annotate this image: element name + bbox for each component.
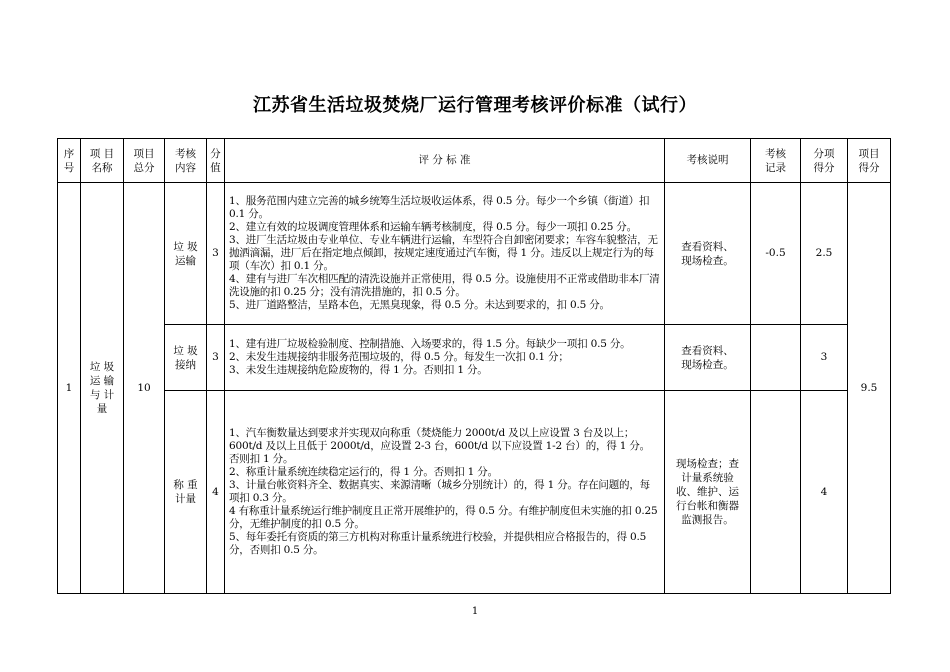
header-item-score: 项目 得分 [848, 139, 891, 183]
row-note: 现场检查；查 计量系统验 收、维护、运 行台帐和衡器 监测报告。 [665, 391, 751, 594]
evaluation-table [57, 138, 891, 594]
row-criteria: 1、服务范围内建立完善的城乡统筹生活垃圾收运体系，得 0.5 分。每少一个乡镇（街道）扣 0.1 分。 2、建立有效的垃圾调度管理体系和运输车辆考核制度，得 0.5 分。每少一项扣 0.25 分。 3、进厂生活垃圾由专业单位、专业车辆进行运输，车型符合自卸密闭要求；车容车貌整洁，无抛洒滴漏，进厂后在指定地点倾卸，按规定速度通过汽车衡，得 1 分。违反以上规定行为的每项（车次）扣 0.1 分。 4、建有与进厂车次相匹配的清洗设施并正常使用，得 0.5 分。设施使用不正常或借助非本厂清洗设施的扣 0.25 分；没有清洗措施的，扣 0.5 分。 5、进厂道路整洁，呈路本色，无黑臭现象，得 0.5 分。未达到要求的，扣 0.5 分。 [225, 183, 665, 325]
row-criteria: 1、建有进厂垃圾检验制度、控制措施、入场要求的，得 1.5 分。每缺少一项扣 0.5 分。 2、未发生违规接纳非服务范围垃圾的，得 0.5 分。每发生一次扣 0.1 分； 3、未发生违规接纳危险废物的，得 1 分。否则扣 1 分。 [225, 325, 665, 391]
table-row [58, 183, 891, 325]
group-name: 垃 圾 运 输 与 计 量 [81, 183, 124, 594]
table-row [58, 391, 891, 594]
row-sub-score: 3 [801, 325, 848, 391]
header-note: 考核说明 [665, 139, 751, 183]
header-content: 考核 内容 [165, 139, 207, 183]
header-item-total: 项目 总分 [124, 139, 165, 183]
row-content: 垃 圾 运输 [165, 183, 207, 325]
header-score-value: 分 值 [207, 139, 225, 183]
row-sub-score: 2.5 [801, 183, 848, 325]
header-criteria: 评 分 标 准 [225, 139, 665, 183]
header-item-name: 项 目 名称 [81, 139, 124, 183]
row-note: 查看资料、 现场检查。 [665, 183, 751, 325]
row-value: 3 [207, 183, 225, 325]
header-sub-score: 分项 得分 [801, 139, 848, 183]
row-value: 4 [207, 391, 225, 594]
row-record [751, 325, 801, 391]
row-sub-score: 4 [801, 391, 848, 594]
row-content: 垃 圾 接纳 [165, 325, 207, 391]
group-seq: 1 [58, 183, 81, 594]
table-row [58, 325, 891, 391]
row-criteria: 1、汽车衡数量达到要求并实现双向称重（焚烧能力 2000t/d 及以上应设置 3 台及以上；600t/d 及以上且低于 2000t/d，应设置 2-3 台，600t/d 以下应设置 1-2 台）的，得 1 分。否则扣 1 分。 2、称重计量系统连续稳定运行的，得 1 分。否则扣 1 分。 3、计量台帐资料齐全、数据真实、来源清晰（城乡分别统计）的，得 1 分。存在问题的，每项扣 0.3 分。 4 有称重计量系统运行维护制度且正常开展维护的，得 0.5 分。有维护制度但未实施的扣 0.25 分，无维护制度的扣 0.5 分。 5、每年委托有资质的第三方机构对称重计量系统进行校验，并提供相应合格报告的，得 0.5 分，否则扣 0.5 分。 [225, 391, 665, 594]
group-item-score: 9.5 [848, 183, 891, 594]
page-number: 1 [471, 606, 479, 617]
header-record: 考核 记录 [751, 139, 801, 183]
row-value: 3 [207, 325, 225, 391]
header-row [58, 139, 891, 183]
row-record: -0.5 [751, 183, 801, 325]
row-content: 称 重 计量 [165, 391, 207, 594]
row-record [751, 391, 801, 594]
header-seq: 序 号 [58, 139, 81, 183]
row-note: 查看资料、 现场检查。 [665, 325, 751, 391]
document-title: 江苏省生活垃圾焚烧厂运行管理考核评价标准（试行） [253, 95, 697, 116]
group-total: 10 [124, 183, 165, 594]
